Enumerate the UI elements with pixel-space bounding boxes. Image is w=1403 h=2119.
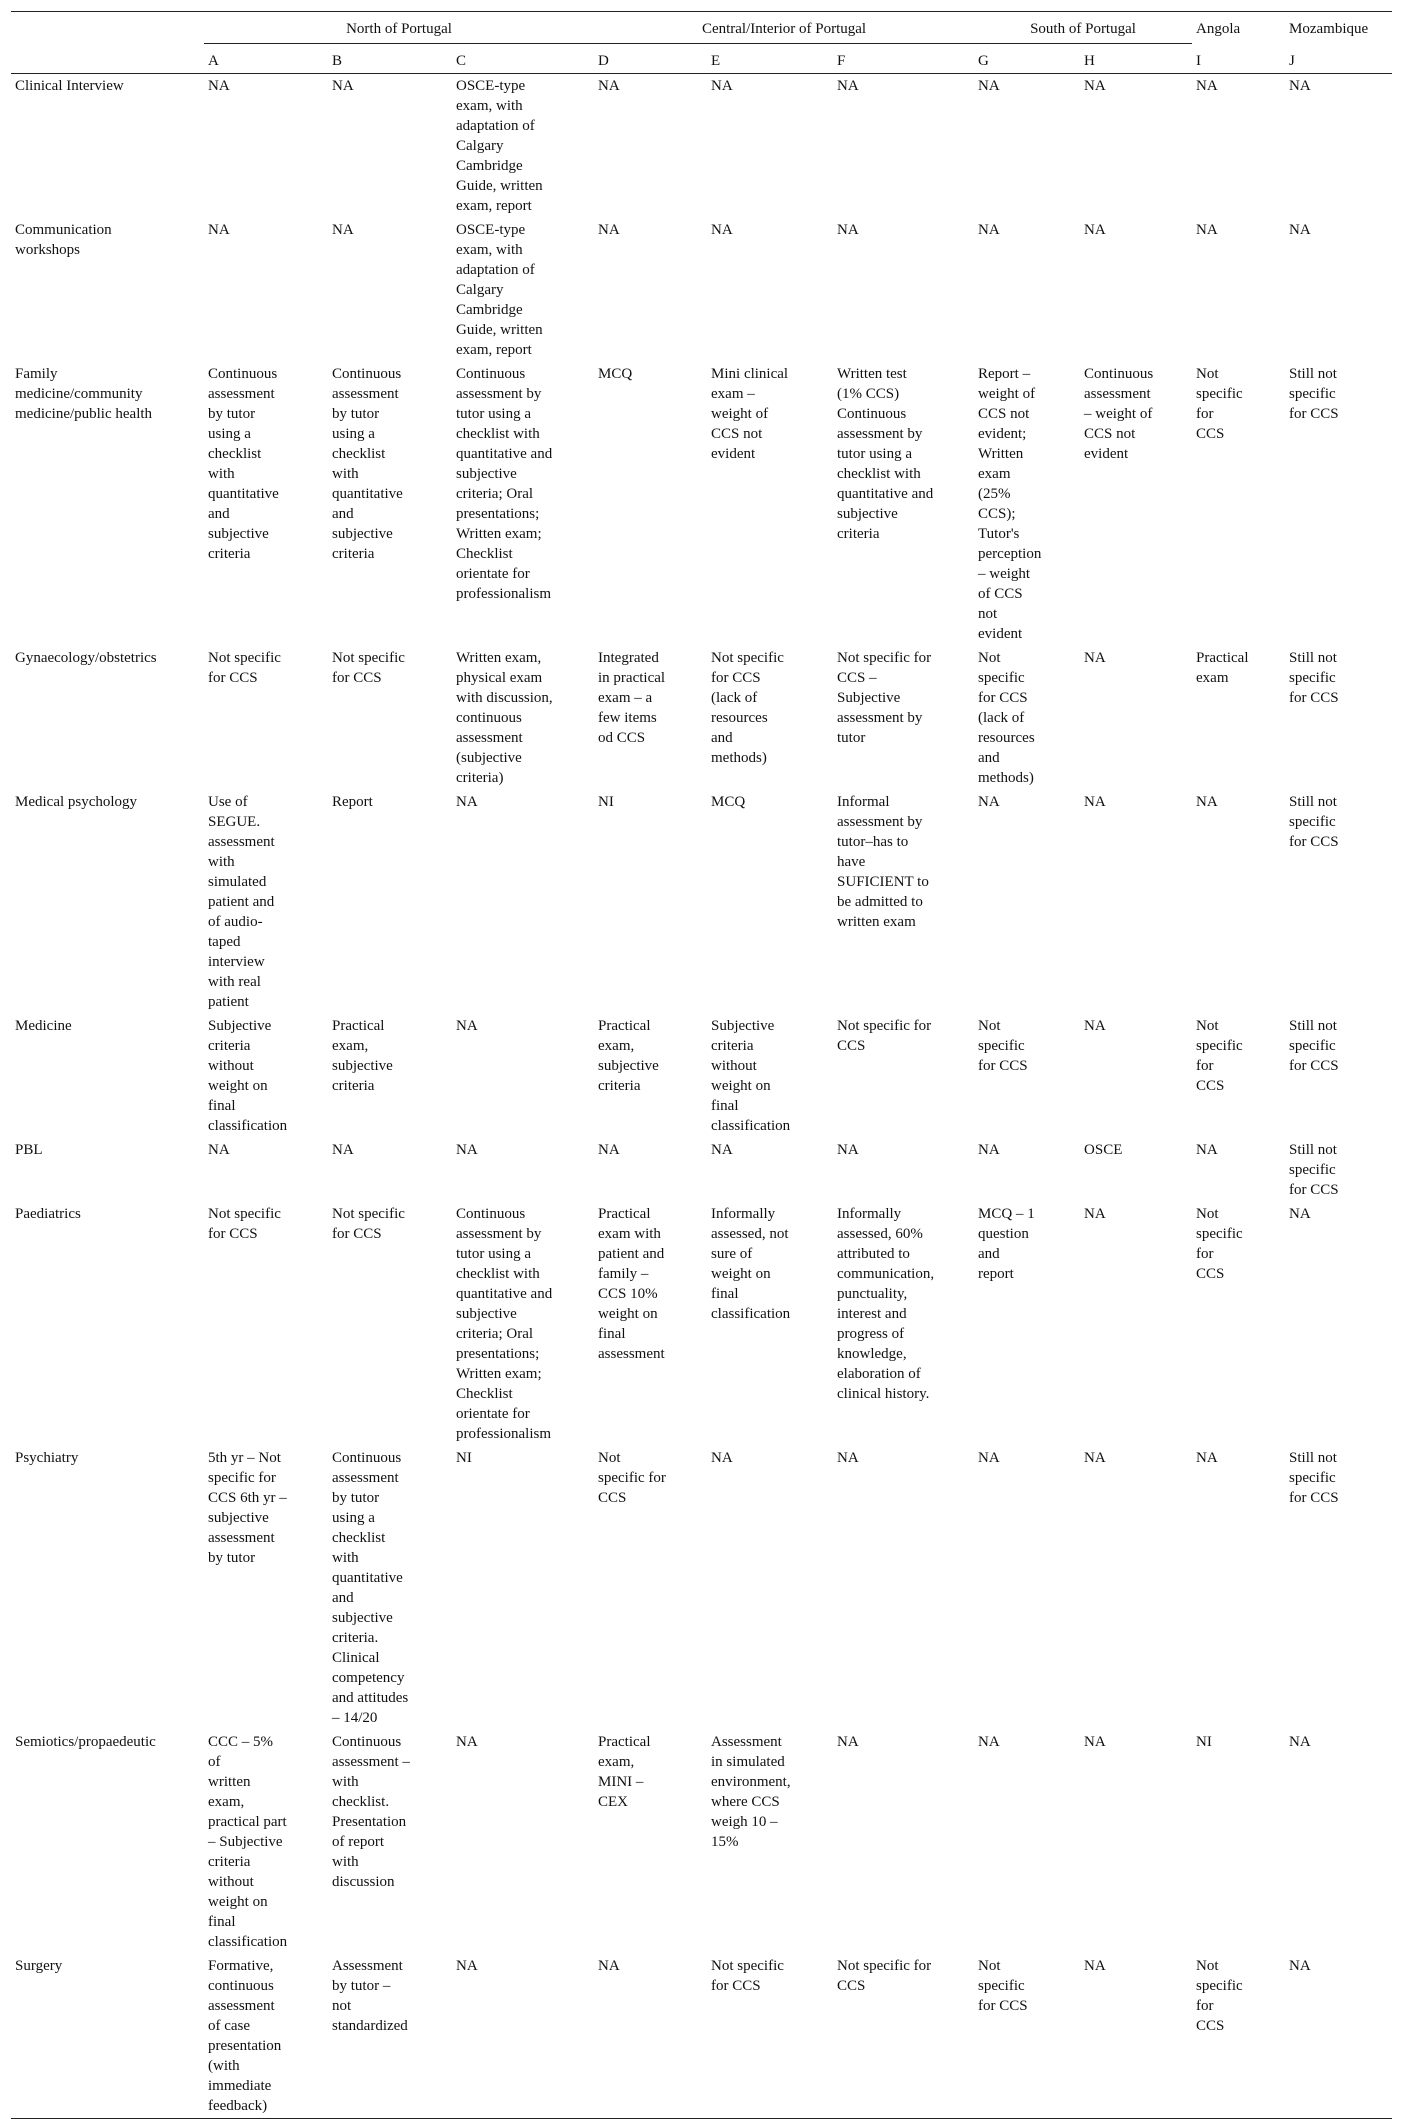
table-row — [11, 1730, 1392, 1954]
table-cell: NA — [1084, 222, 1106, 238]
table-cell: Continuous assessment by tutor using a checklist with quantitative and subjective criteria — [332, 366, 403, 562]
table-cell: 5th yr – Not specific for CCS 6th yr – subjective assessment by tutor — [208, 1450, 287, 1566]
row-label: Communication workshops — [15, 222, 112, 258]
group-south-portugal: South of Portugal — [974, 12, 1192, 44]
header-column-row — [11, 44, 1392, 74]
table-cell: Not specific for CCS — [837, 1018, 932, 1054]
table-cell: NA — [1084, 1958, 1106, 1974]
table-cell: NA — [711, 78, 733, 94]
table-cell: OSCE — [1084, 1142, 1123, 1158]
table-row — [11, 74, 1392, 219]
table-body — [11, 74, 1392, 2119]
ccs-assessment-table — [11, 11, 1392, 2119]
table-cell: Not specific for CCS — [711, 1958, 784, 1994]
table-cell: MCQ — [598, 366, 633, 382]
row-label: Medical psychology — [15, 794, 138, 810]
column-header: I — [1196, 52, 1202, 69]
table-cell: NA — [208, 222, 230, 238]
column-header: C — [456, 53, 467, 69]
table-cell: Not specific for CCS — [1196, 1206, 1243, 1282]
table-cell: NA — [1084, 794, 1106, 810]
table-cell: NA — [711, 222, 733, 238]
table-cell: NA — [1289, 1206, 1311, 1222]
header-group-row — [11, 12, 1392, 44]
table-cell: NA — [598, 78, 620, 94]
column-header: D — [598, 53, 609, 69]
column-header: J — [1289, 52, 1295, 69]
table-cell: Practical exam — [1196, 650, 1249, 686]
column-header: A — [208, 53, 219, 69]
table-cell: MCQ – 1 question and report — [978, 1206, 1035, 1282]
table-cell: Not specific for CCS — [1196, 1018, 1243, 1094]
row-label: Medicine — [15, 1018, 72, 1034]
table-cell: Assessment in simulated environment, where CCS weigh 10 – 15% — [711, 1734, 791, 1850]
table-cell: Continuous assessment by tutor using a checklist with quantitative and subjective criteria — [208, 366, 279, 562]
table-cell: Not specific for CCS — [837, 1958, 932, 1994]
table-cell: NA — [711, 1142, 733, 1158]
table-cell: NA — [1289, 78, 1311, 94]
header-empty-cell — [11, 12, 204, 44]
table-cell: Not specific for CCS — [598, 1450, 666, 1506]
table-cell: Informally assessed, 60% attributed to communication, punctuality, interest and progress of knowledge, elaboration of clinical history. — [837, 1206, 935, 1402]
table-cell: NA — [1196, 222, 1218, 238]
table-cell: NA — [456, 1734, 478, 1750]
group-central-portugal: Central/Interior of Portugal — [594, 12, 974, 44]
table-cell: NA — [456, 1958, 478, 1974]
table-cell: NA — [332, 1142, 354, 1158]
table-cell: NA — [1289, 222, 1311, 238]
group-north-portugal: North of Portugal — [204, 12, 594, 44]
table-cell: Formative, continuous assessment of case presentation (with immediate feedback) — [208, 1958, 282, 2114]
table-cell: OSCE-type exam, with adaptation of Calgary Cambridge Guide, written exam, report — [456, 222, 543, 358]
table-cell: Not specific for CCS — [332, 650, 405, 686]
table-cell: NA — [1289, 1958, 1311, 1974]
column-header: H — [1084, 53, 1095, 69]
table-row — [11, 218, 1392, 362]
table-cell: Written test (1% CCS) Continuous assessment by tutor using a checklist with quantitative and subjective criteria — [837, 366, 934, 542]
table-cell: Assessment by tutor – not standardized — [332, 1958, 408, 2034]
table-row — [11, 1138, 1392, 1202]
table-cell: NA — [837, 1450, 859, 1466]
table-cell: Not specific for CCS (lack of resources and methods) — [711, 650, 784, 766]
table-row — [11, 790, 1392, 1014]
table-cell: CCC – 5% of written exam, practical part – Subjective criteria without weight on final classification — [208, 1734, 288, 1950]
table-cell: Continuous assessment by tutor using a checklist with quantitative and subjective criteria; Oral presentations; Written exam; Checklist orientate for professionalism — [456, 366, 553, 602]
column-header: E — [711, 53, 721, 69]
header-empty-cell — [11, 44, 204, 74]
table-cell: NA — [978, 78, 1000, 94]
table-cell: NA — [1084, 650, 1106, 666]
table-row — [11, 1954, 1392, 2119]
table-cell: Not specific for CCS — [978, 1018, 1028, 1074]
table-row — [11, 1446, 1392, 1730]
table-row — [11, 1014, 1392, 1138]
table-cell: NA — [978, 1142, 1000, 1158]
table-cell: NA — [1196, 78, 1218, 94]
table-cell: NA — [1084, 1450, 1106, 1466]
table-cell: Still not specific for CCS — [1289, 794, 1339, 850]
table-cell: NA — [1084, 1206, 1106, 1222]
table-cell: NA — [711, 1450, 733, 1466]
table-cell: NA — [598, 1142, 620, 1158]
table-cell: Continuous assessment by tutor using a checklist with quantitative and subjective criteria. Clinical competency and attitudes – 14/20 — [332, 1450, 409, 1726]
table-cell: Not specific for CCS — [208, 1206, 281, 1242]
table-cell: Continuous assessment – with checklist. Presentation of report with discussion — [332, 1734, 410, 1890]
table-cell: Practical exam, subjective criteria — [332, 1018, 393, 1094]
table-cell: NA — [1084, 1018, 1106, 1034]
table-cell: Not specific for CCS — [978, 1958, 1028, 2014]
row-label: Family medicine/community medicine/public health — [15, 366, 153, 422]
group-angola: Angola — [1196, 21, 1241, 37]
table-cell: NA — [837, 222, 859, 238]
table-cell: NA — [456, 1142, 478, 1158]
column-header: G — [978, 53, 989, 69]
table-cell: Continuous assessment – weight of CCS not evident — [1084, 366, 1154, 462]
table-cell: Report — [332, 794, 373, 810]
table-cell: Subjective criteria without weight on final classification — [711, 1018, 791, 1134]
table-cell: NA — [1084, 78, 1106, 94]
table-row — [11, 646, 1392, 790]
table-cell: Informally assessed, not sure of weight on final classification — [711, 1206, 791, 1322]
row-label: Psychiatry — [15, 1450, 79, 1466]
table-cell: Still not specific for CCS — [1289, 1142, 1339, 1198]
row-label: Clinical Interview — [15, 78, 124, 94]
column-header: F — [837, 53, 846, 69]
table-cell: Subjective criteria without weight on final classification — [208, 1018, 288, 1134]
table-cell: NA — [1196, 1450, 1218, 1466]
row-label: Surgery — [15, 1958, 63, 1974]
table-cell: Practical exam, subjective criteria — [598, 1018, 659, 1094]
table-cell: NA — [1084, 1734, 1106, 1750]
table-cell: Still not specific for CCS — [1289, 1018, 1339, 1074]
table-cell: NA — [837, 78, 859, 94]
table-cell: NA — [1289, 1734, 1311, 1750]
table-cell: OSCE-type exam, with adaptation of Calgary Cambridge Guide, written exam, report — [456, 78, 543, 214]
table-cell: NA — [208, 78, 230, 94]
table-cell: Still not specific for CCS — [1289, 366, 1339, 422]
column-header: B — [332, 53, 343, 69]
table-cell: Written exam, physical exam with discussion, continuous assessment (subjective criteria) — [456, 650, 553, 786]
table-cell: Still not specific for CCS — [1289, 1450, 1339, 1506]
table-cell: NI — [598, 794, 614, 810]
table-cell: NA — [1196, 1142, 1218, 1158]
table-cell: NA — [332, 78, 354, 94]
table-cell: Use of SEGUE. assessment with simulated patient and of audio- taped interview with real patient — [208, 794, 275, 1010]
table-cell: Not specific for CCS – Subjective assessment by tutor — [837, 650, 932, 746]
table-cell: Continuous assessment by tutor using a checklist with quantitative and subjective criteria; Oral presentations; Written exam; Checklist orientate for professionalism — [456, 1206, 553, 1442]
table-cell: Informal assessment by tutor–has to have SUFICIENT to be admitted to written exam — [837, 794, 929, 930]
row-label: Paediatrics — [15, 1206, 81, 1222]
row-label: Semiotics/propaedeutic — [15, 1734, 156, 1750]
table-cell: NA — [332, 222, 354, 238]
table-header — [11, 12, 1392, 74]
table-cell: NI — [1196, 1734, 1212, 1750]
table-cell: Integrated in practical exam – a few items od CCS — [598, 650, 666, 746]
table-cell: NA — [978, 1450, 1000, 1466]
table-cell: NA — [598, 1958, 620, 1974]
table-cell: NA — [456, 794, 478, 810]
table-cell: Not specific for CCS (lack of resources and methods) — [978, 650, 1035, 786]
table-row — [11, 362, 1392, 646]
table-cell: Not specific for CCS — [332, 1206, 405, 1242]
row-label: PBL — [15, 1142, 43, 1158]
table-container — [11, 11, 1392, 2119]
table-cell: Not specific for CCS — [1196, 1958, 1243, 2034]
table-cell: NA — [208, 1142, 230, 1158]
table-cell: Not specific for CCS — [208, 650, 281, 686]
table-cell: Not specific for CCS — [1196, 366, 1243, 442]
table-cell: Report – weight of CCS not evident; Written exam (25% CCS); Tutor's perception – weight of CCS not evident — [978, 366, 1042, 642]
table-cell: NA — [1196, 794, 1218, 810]
table-cell: NA — [837, 1734, 859, 1750]
table-cell: Still not specific for CCS — [1289, 650, 1339, 706]
table-cell: Practical exam, MINI – CEX — [598, 1734, 651, 1810]
group-mozambique: Mozambique — [1289, 21, 1369, 37]
table-cell: NA — [456, 1018, 478, 1034]
table-cell: NA — [978, 1734, 1000, 1750]
table-cell: NA — [598, 222, 620, 238]
row-label: Gynaecology/obstetrics — [15, 650, 157, 666]
table-cell: NA — [978, 222, 1000, 238]
table-cell: Mini clinical exam – weight of CCS not evident — [711, 366, 789, 462]
table-cell: MCQ — [711, 794, 746, 810]
table-cell: NA — [837, 1142, 859, 1158]
table-row — [11, 1202, 1392, 1446]
table-cell: Practical exam with patient and family – CCS 10% weight on final assessment — [598, 1206, 665, 1362]
table-cell: NA — [978, 794, 1000, 810]
table-cell: NI — [456, 1450, 472, 1466]
